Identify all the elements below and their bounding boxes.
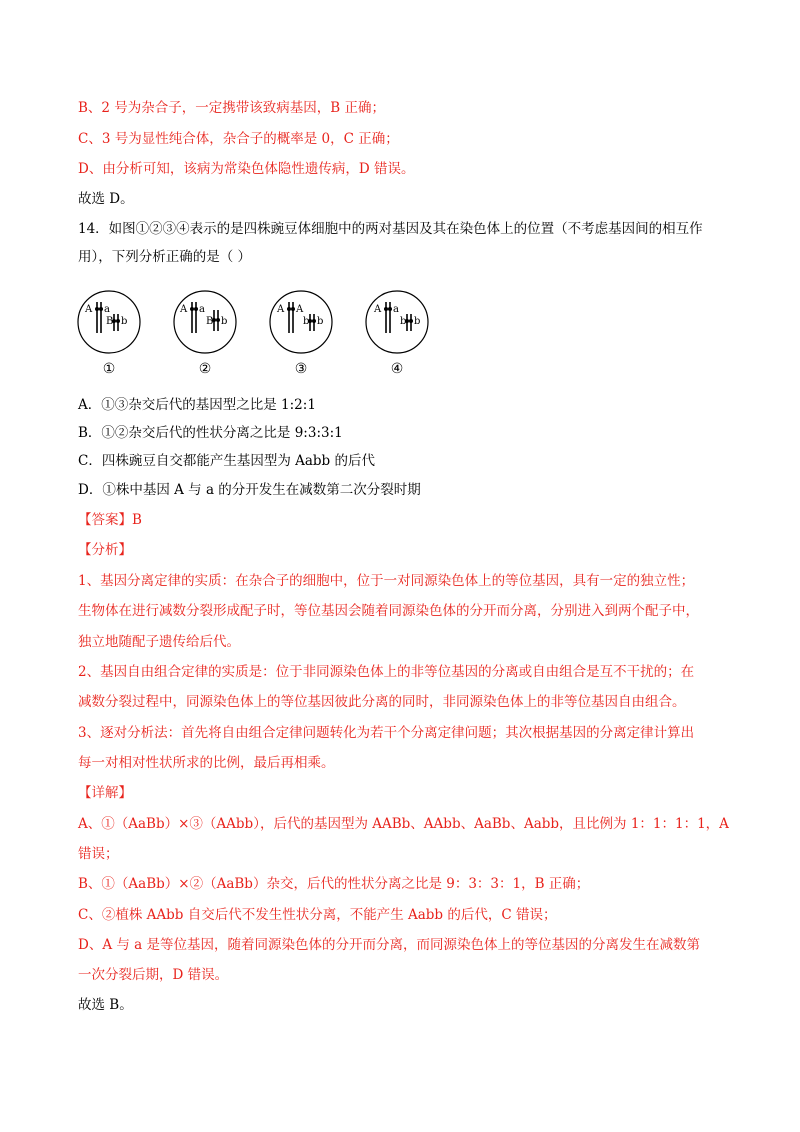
gene-label: b (303, 316, 310, 327)
option-c: C．四株豌豆自交都能产生基因型为 Aabb 的后代 (78, 453, 375, 469)
analysis-3-line-2: 每一对相对性状所求的比例，最后再相乘。 (78, 755, 335, 771)
cell-number-2: ② (198, 361, 212, 377)
detail-a-line-1: A、①（AaBb）×③（AAbb），后代的基因型为 AABb、AAbb、AaBb、Aabb，且比例为 1：1：1：1，A (78, 816, 729, 832)
prev-option-b: B、2 号为杂合子，一定携带该致病基因，B 正确； (78, 100, 386, 116)
gene-label: A (85, 304, 93, 315)
gene-label: A (296, 304, 304, 315)
cell-diagram-4 (362, 287, 432, 357)
prev-option-c: C、3 号为显性纯合体，杂合子的概率是 0，C 正确； (78, 131, 399, 147)
cell-number-4: ④ (390, 361, 404, 377)
option-b: B．①②杂交后代的性状分离之比是 9:3:3:1 (78, 425, 343, 441)
gene-label: A (374, 304, 382, 315)
option-d: D．①株中基因 A 与 a 的分开发生在减数第二次分裂时期 (78, 482, 421, 498)
detail-heading: 【详解】 (78, 785, 132, 801)
answer: 【答案】B (78, 512, 142, 528)
gene-label: A (277, 304, 285, 315)
gene-label: A (180, 304, 188, 315)
cell-number-1: ① (102, 361, 116, 377)
gene-label: a (393, 304, 399, 315)
gene-label: a (104, 304, 110, 315)
analysis-1-line-3: 独立地随配子遗传给后代。 (78, 634, 240, 650)
cell-number-3: ③ (294, 361, 308, 377)
analysis-2-line-2: 减数分裂过程中，同源染色体上的等位基因彼此分离的同时，非同源染色体上的非等位基因自由组合。 (78, 694, 686, 710)
detail-d-line-2: 一次分裂后期，D 错误。 (78, 967, 229, 983)
detail-c: C、②植株 AAbb 自交后代不发生性状分离，不能产生 Aabb 的后代，C 错误； (78, 907, 557, 923)
gene-label: b (400, 316, 407, 327)
detail-d-line-1: D、A 与 a 是等位基因，随着同源染色体的分开而分离，而同源染色体上的等位基因的分离发生在减数第 (78, 937, 700, 953)
detail-b: B、①（AaBb）×②（AaBb）杂交，后代的性状分离之比是 9：3：3：1，B 正确； (78, 876, 590, 892)
gene-label: b (121, 316, 128, 327)
analysis-3-line-1: 3、逐对分析法：首先将自由组合定律问题转化为若干个分离定律问题；其次根据基因的分离定律计算出 (78, 725, 695, 741)
cell-diagram-1 (74, 287, 144, 357)
gene-label: b (221, 316, 228, 327)
analysis-1-line-1: 1、基因分离定律的实质：在杂合子的细胞中，位于一对同源染色体上的等位基因，具有一定的独立性； (78, 573, 695, 589)
option-a: A．①③杂交后代的基因型之比是 1:2:1 (78, 397, 316, 413)
analysis-2-line-1: 2、基因自由组合定律的实质是：位于非同源染色体上的非等位基因的分离或自由组合是互不干扰的；在 (78, 664, 695, 680)
cell-diagram-2 (170, 287, 240, 357)
gene-label: b (414, 316, 421, 327)
final-choose: 故选 B。 (78, 997, 133, 1013)
prev-choose: 故选 D。 (78, 191, 134, 207)
gene-label: b (317, 316, 324, 327)
question-14-stem-cont: 用），下列分析正确的是（ ） (78, 249, 252, 265)
analysis-1-line-2: 生物体在进行减数分裂形成配子时，等位基因会随着同源染色体的分开而分离，分别进入到两个配子中， (78, 603, 699, 619)
analysis-heading: 【分析】 (78, 542, 132, 558)
cell-diagram-3 (266, 287, 336, 357)
gene-label: a (199, 304, 205, 315)
gene-label: B (106, 316, 114, 327)
detail-a-line-2: 错误； (78, 846, 119, 862)
cell-diagrams (74, 287, 454, 383)
question-14-stem: 14．如图①②③④表示的是四株豌豆体细胞中的两对基因及其在染色体上的位置（不考虑基因间的相互作 (78, 221, 703, 237)
prev-option-d: D、由分析可知，该病为常染色体隐性遗传病，D 错误。 (78, 161, 415, 177)
gene-label: B (206, 316, 214, 327)
